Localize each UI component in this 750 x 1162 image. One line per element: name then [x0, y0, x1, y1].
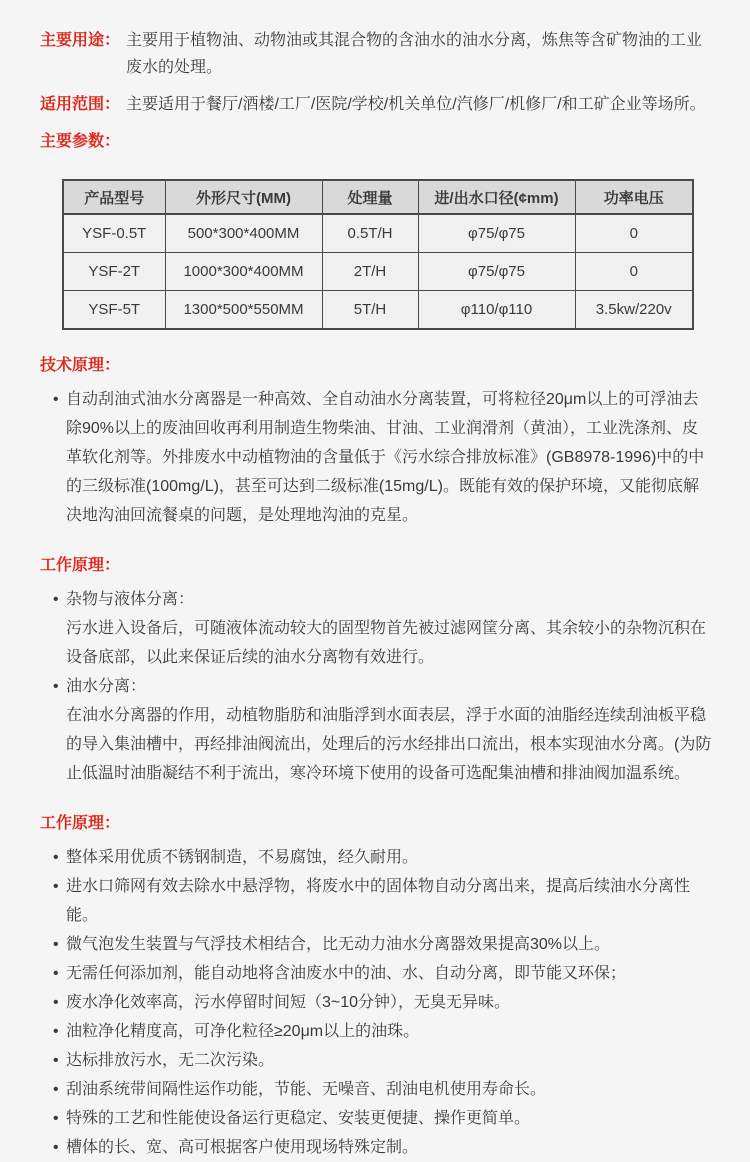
spec-col-header-capacity: 处理量 — [322, 180, 418, 214]
work-item-title-text: 杂物与液体分离： — [66, 591, 195, 608]
spec-col-header-power: 功率电压 — [575, 180, 693, 214]
params-label: 主要参数： — [40, 133, 121, 150]
feature-bullet — [53, 1046, 714, 1075]
spec-cell: 3.5kw/220v — [575, 291, 693, 330]
spec-cell: φ110/φ110 — [418, 291, 575, 330]
feature-text: 达标排放污水，无二次污染。 — [66, 1052, 275, 1069]
bullet-dot-icon: • — [53, 936, 59, 953]
params-heading — [40, 128, 714, 155]
work-principle-heading-1: 工作原理： — [40, 557, 121, 574]
spec-cell: 1000*300*400MM — [165, 253, 322, 291]
spec-cell: YSF-5T — [63, 291, 165, 330]
feature-text: 废水净化效率高，污水停留时间短（3~10分钟），无臭无异味。 — [66, 994, 511, 1011]
main-use-row — [40, 27, 714, 81]
feature-text: 油粒净化精度高，可净化粒径≥20μm以上的油珠。 — [66, 1023, 420, 1040]
tech-principle-text: 自动刮油式油水分离器是一种高效、全自动油水分离装置，可将粒径20μm以上的可浮油去除90%以上的废油回收再利用制造生物柴油、甘油、工业润滑剂（黄油），工业洗涤剂、皮革软化剂等。外排废水中动植物油的含量低于《污水综合排放标准》(GB8978-1996)中的中的三级标准(100mg/L)，甚至可达到二级标准(15mg/L)。既能有效的保护环境，又能彻底解决地沟油回流餐桌的问题，是处理地沟油的克星。 — [66, 391, 705, 524]
spec-table — [62, 179, 694, 330]
spec-cell: 0 — [575, 214, 693, 253]
spec-table-row — [63, 214, 693, 253]
spec-cell: φ75/φ75 — [418, 214, 575, 253]
work-item-title — [53, 585, 714, 614]
bullet-dot-icon: • — [53, 591, 59, 608]
bullet-dot-icon: • — [53, 1052, 59, 1069]
work-principle-heading-2: 工作原理： — [40, 815, 121, 832]
bullet-dot-icon: • — [53, 965, 59, 982]
spec-cell: 500*300*400MM — [165, 214, 322, 253]
feature-bullet — [53, 988, 714, 1017]
feature-bullet — [53, 1017, 714, 1046]
feature-bullet — [53, 872, 714, 930]
feature-bullet — [53, 959, 714, 988]
spec-cell: 2T/H — [322, 253, 418, 291]
spec-cell: 1300*500*550MM — [165, 291, 322, 330]
bullet-dot-icon: • — [53, 1023, 59, 1040]
feature-list — [40, 843, 714, 1162]
feature-text: 微气泡发生装置与气浮技术相结合，比无动力油水分离器效果提高30%以上。 — [66, 936, 611, 953]
bullet-dot-icon: • — [53, 1139, 59, 1156]
bullet-dot-icon: • — [53, 391, 59, 408]
spec-cell: YSF-0.5T — [63, 214, 165, 253]
feature-bullet — [53, 1104, 714, 1133]
spec-col-header-size: 外形尺寸(MM) — [165, 180, 322, 214]
main-use-label: 主要用途： — [40, 32, 121, 49]
spec-table-header-row — [63, 180, 693, 214]
spec-table-row — [63, 253, 693, 291]
bullet-dot-icon: • — [53, 849, 59, 866]
feature-text: 无需任何添加剂，能自动地将含油废水中的油、水、自动分离，即节能又环保； — [66, 965, 627, 982]
bullet-dot-icon: • — [53, 878, 59, 895]
spec-cell: 0 — [575, 253, 693, 291]
feature-text: 刮油系统带间隔性运作功能，节能、无噪音、刮油电机使用寿命长。 — [66, 1081, 547, 1098]
spec-col-header-model: 产品型号 — [63, 180, 165, 214]
work-item-title-text: 油水分离： — [66, 678, 147, 695]
tech-principle-bullet — [53, 385, 714, 530]
feature-bullet — [53, 930, 714, 959]
work-item-body: 在油水分离器的作用，动植物脂肪和油脂浮到水面表层，浮于水面的油脂经连续刮油板平稳的导入集油槽中，再经排油阀流出，处理后的污水经排出口流出，根本实现油水分离。(为防止低温时油脂凝结不利于流出，寒冷环境下使用的设备可选配集油槽和排油阀加温系统。 — [66, 707, 712, 782]
spec-col-header-pipe: 进/出水口径(¢mm) — [418, 180, 575, 214]
spec-cell: 5T/H — [322, 291, 418, 330]
feature-text: 槽体的长、宽、高可根据客户使用现场特殊定制。 — [66, 1139, 419, 1156]
work-item-body: 污水进入设备后，可随液体流动较大的固型物首先被过滤网筐分离、其余较小的杂物沉积在设备底部，以此来保证后续的油水分离物有效进行。 — [66, 620, 707, 666]
feature-bullet — [53, 843, 714, 872]
scope-label: 适用范围： — [40, 96, 121, 113]
scope-text: 主要适用于餐厅/酒楼/工厂/医院/学校/机关单位/汽修厂/机修厂/和工矿企业等场所。 — [126, 96, 706, 113]
main-use-text: 主要用于植物油、动物油或其混合物的含油水的油水分离，炼焦等含矿物油的工业废水的处理。 — [126, 32, 703, 76]
spec-cell: YSF-2T — [63, 253, 165, 291]
spec-cell: φ75/φ75 — [418, 253, 575, 291]
bullet-dot-icon: • — [53, 1081, 59, 1098]
feature-text: 进水口筛网有效去除水中悬浮物，将废水中的固体物自动分离出来，提高后续油水分离性能。 — [66, 878, 691, 924]
feature-bullet — [53, 1075, 714, 1104]
spec-cell: 0.5T/H — [322, 214, 418, 253]
bullet-dot-icon: • — [53, 994, 59, 1011]
bullet-dot-icon: • — [53, 1110, 59, 1127]
scope-row — [40, 91, 714, 118]
tech-principle-heading: 技术原理： — [40, 357, 121, 374]
feature-bullet — [53, 1133, 714, 1162]
spec-table-row — [63, 291, 693, 330]
bullet-dot-icon: • — [53, 678, 59, 695]
feature-text: 特殊的工艺和性能使设备运行更稳定、安装更便捷、操作更简单。 — [66, 1110, 531, 1127]
work-item-title — [53, 672, 714, 701]
feature-text: 整体采用优质不锈钢制造，不易腐蚀，经久耐用。 — [66, 849, 419, 866]
